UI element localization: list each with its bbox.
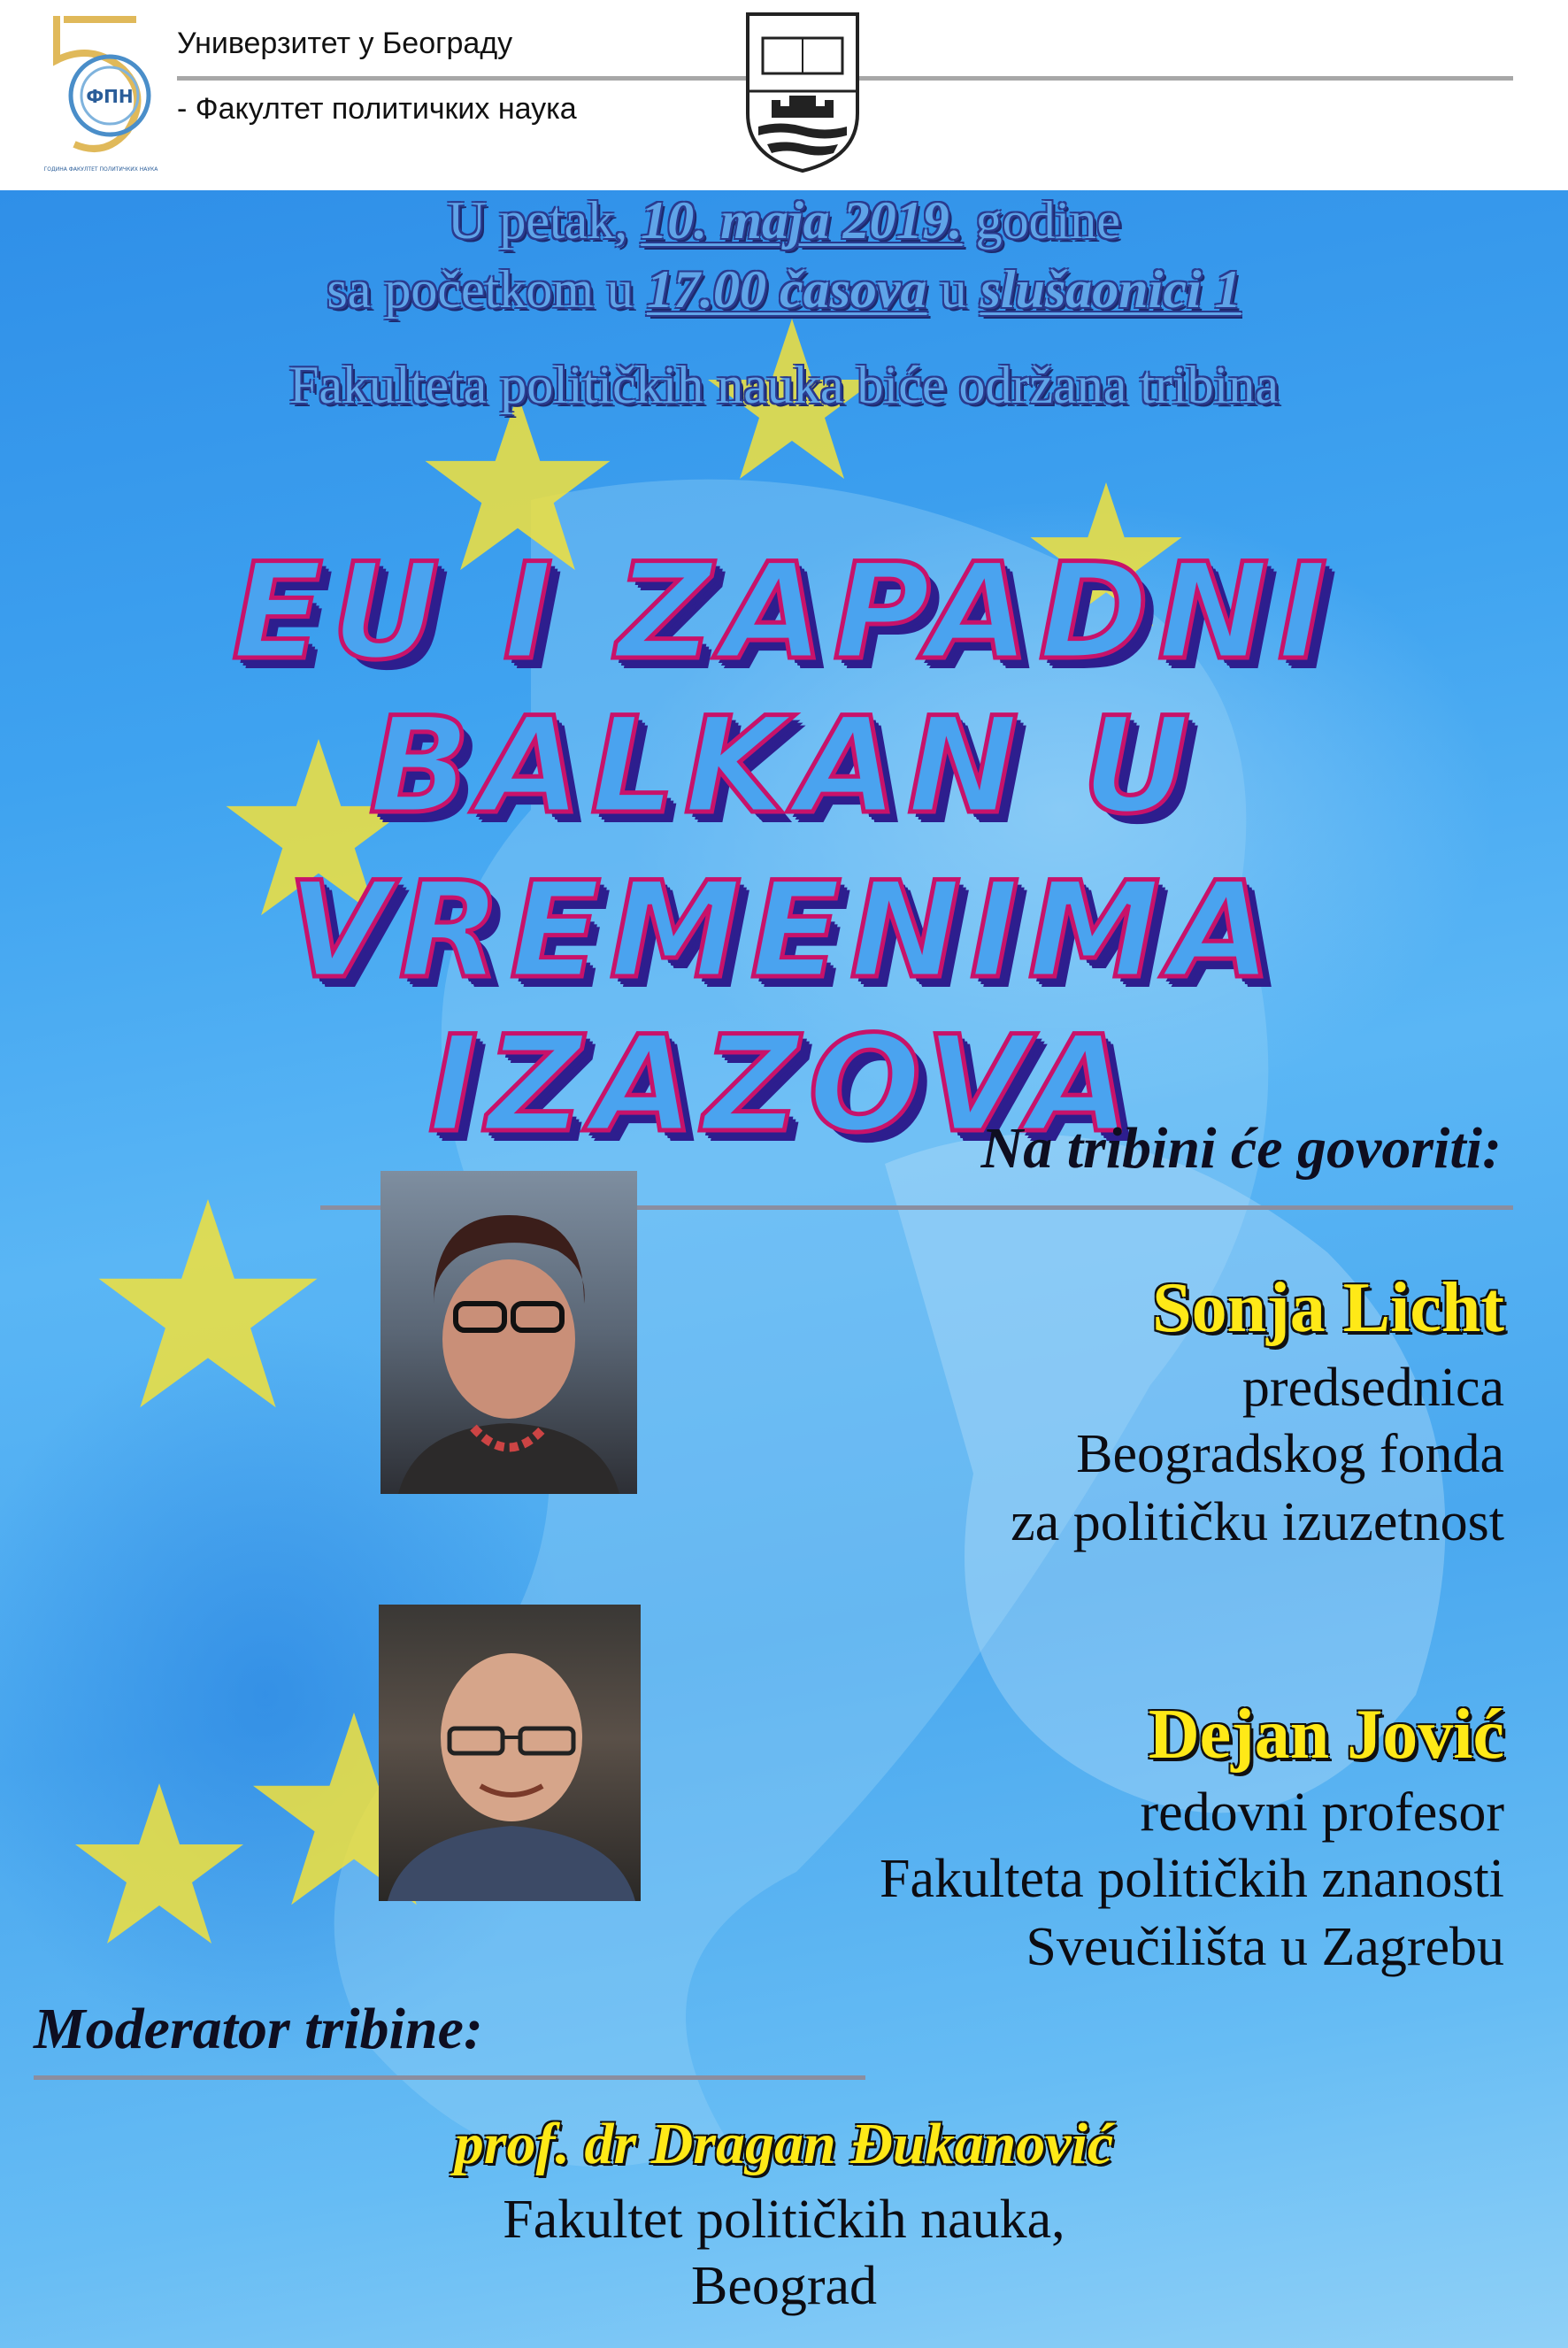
logo-caption: ГОДИНА ФАКУЛТЕТ ПОЛИТИЧКИХ НАУКА	[43, 166, 158, 173]
event-title-line1: EU I ZAPADNI BALKAN U	[232, 535, 1336, 843]
header	[0, 0, 1568, 190]
fpn-50-logo	[39, 7, 163, 184]
speaker-organization: za političku izuzetnost	[1011, 1492, 1504, 1552]
faculty-name: - Факултет политичких наука	[177, 92, 577, 126]
speaker-name: Sonja Licht	[1152, 1269, 1504, 1347]
speaker-name: Dejan Jović	[1148, 1696, 1504, 1774]
intro-line-date	[0, 190, 1568, 251]
speaker-photo	[380, 1171, 637, 1494]
logo-text: ФПН	[86, 86, 134, 107]
intro-text: U petak,	[448, 191, 642, 250]
speaker-organization: Beogradskog fonda	[1076, 1424, 1504, 1484]
person-photo-icon	[380, 1171, 637, 1494]
event-title-line2: VREMENIMA IZAZOVA	[287, 854, 1281, 1162]
speaker-organization: Fakulteta političkih znanosti	[880, 1849, 1504, 1909]
intro-text: godine	[962, 191, 1120, 250]
event-date: 10. maja 2019.	[641, 191, 963, 250]
poster-body	[0, 190, 1568, 2348]
event-room: slušaonici 1	[980, 260, 1241, 319]
intro-text: sa početkom u	[327, 260, 647, 319]
intro-text: u	[926, 260, 980, 319]
university-crest-icon	[741, 7, 865, 175]
intro-line-venue: Fakulteta političkih nauka biće održana tribina	[289, 356, 1279, 414]
moderator-affiliation: Fakultet političkih nauka,	[503, 2190, 1065, 2250]
speaker-role: redovni profesor	[1140, 1782, 1504, 1843]
speaker-organization: Sveučilišta u Zagrebu	[1026, 1917, 1504, 1977]
moderator-heading: Moderator tribine:	[34, 1997, 483, 2061]
person-photo-icon	[379, 1605, 641, 1901]
intro-line-time	[0, 259, 1568, 320]
moderator-divider	[34, 2075, 865, 2080]
speakers-heading: Na tribini će govoriti:	[980, 1116, 1502, 1181]
university-name: Универзитет у Београду	[177, 27, 513, 60]
event-time: 17.00 časova	[646, 260, 927, 319]
moderator-city: Beograd	[690, 2256, 878, 2316]
moderator-name: prof. dr Dragan Đukanović	[454, 2112, 1114, 2176]
speaker-photo	[379, 1605, 641, 1901]
speaker-role: predsednica	[1241, 1358, 1504, 1418]
